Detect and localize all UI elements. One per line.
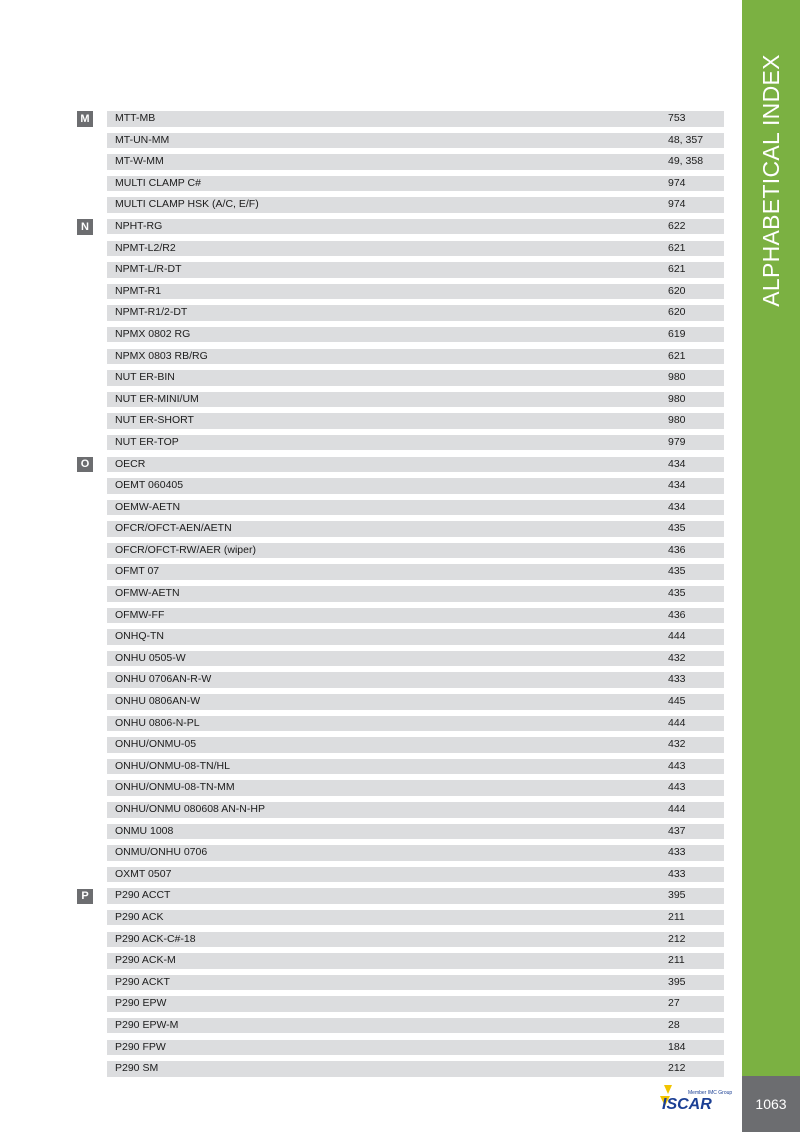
index-row <box>107 629 724 645</box>
page-number: 1063 <box>742 1076 800 1132</box>
index-row <box>107 694 724 710</box>
index-row <box>107 759 724 775</box>
index-row <box>107 370 724 386</box>
entry-page: 444 <box>668 630 686 643</box>
index-row <box>107 241 724 257</box>
entry-name: NUT ER-SHORT <box>115 414 194 427</box>
index-row <box>107 262 724 278</box>
index-row <box>107 867 724 883</box>
entry-name: NUT ER-BIN <box>115 371 175 384</box>
index-row <box>107 543 724 559</box>
index-row <box>107 651 724 667</box>
index-row <box>107 349 724 365</box>
entry-page: 619 <box>668 327 686 340</box>
index-row <box>107 996 724 1012</box>
entry-page: 435 <box>668 522 686 535</box>
index-row <box>107 802 724 818</box>
entry-name: P290 ACK <box>115 910 164 923</box>
entry-name: ONHU/ONMU-08-TN/HL <box>115 759 230 772</box>
entry-page: 622 <box>668 219 686 232</box>
entry-name: OECR <box>115 457 146 470</box>
sidebar-title <box>742 40 800 320</box>
entry-name: P290 ACK-C#-18 <box>115 932 196 945</box>
index-row <box>107 953 724 969</box>
entry-name: MT-UN-MM <box>115 133 170 146</box>
entry-name: OEMT 060405 <box>115 479 184 492</box>
sidebar-title-text: ALPHABETICAL INDEX <box>757 53 784 307</box>
entry-page: 211 <box>668 910 685 923</box>
iscar-logo <box>658 1082 733 1112</box>
entry-name: P290 EPW-M <box>115 1018 179 1031</box>
entry-page: 48, 357 <box>668 133 704 146</box>
entry-page: 432 <box>668 651 686 664</box>
letter-marker-m: M <box>77 111 93 127</box>
entry-name: ONHU 0806-N-PL <box>115 716 200 729</box>
index-row <box>107 672 724 688</box>
logo-wordmark: ISCAR <box>662 1096 712 1112</box>
index-row <box>107 219 724 235</box>
index-row <box>107 197 724 213</box>
entry-name: NPMX 0802 RG <box>115 327 191 340</box>
index-row <box>107 564 724 580</box>
index-row <box>107 824 724 840</box>
entry-page: 979 <box>668 435 686 448</box>
index-row <box>107 608 724 624</box>
entry-name: NPMX 0803 RB/RG <box>115 349 208 362</box>
entry-name: ONMU/ONHU 0706 <box>115 846 208 859</box>
entry-page: 444 <box>668 716 686 729</box>
entry-page: 434 <box>668 479 686 492</box>
entry-name: P290 FPW <box>115 1040 166 1053</box>
index-row <box>107 1018 724 1034</box>
entry-page: 434 <box>668 500 686 513</box>
entry-page: 974 <box>668 198 686 211</box>
entry-name: ONHU/ONMU-08-TN-MM <box>115 781 235 794</box>
entry-name: OFMT 07 <box>115 565 160 578</box>
index-row <box>107 975 724 991</box>
entry-name: P290 EPW <box>115 997 167 1010</box>
entry-name: P290 SM <box>115 1062 159 1075</box>
index-row <box>107 1040 724 1056</box>
entry-name: ONHU/ONMU-05 <box>115 738 197 751</box>
index-row <box>107 392 724 408</box>
entry-name: P290 ACCT <box>115 889 171 902</box>
index-row <box>107 737 724 753</box>
entry-page: 443 <box>668 781 686 794</box>
entry-page: 211 <box>668 954 685 967</box>
index-row <box>107 457 724 473</box>
entry-name: OFCR/OFCT-RW/AER (wiper) <box>115 543 256 556</box>
entry-page: 980 <box>668 392 686 405</box>
entry-page: 184 <box>668 1040 686 1053</box>
entry-name: P290 ACK-M <box>115 954 176 967</box>
index-row <box>107 133 724 149</box>
index-list <box>107 111 724 1083</box>
entry-page: 49, 358 <box>668 155 704 168</box>
letter-marker-o: O <box>77 457 93 473</box>
index-row <box>107 413 724 429</box>
index-row <box>107 888 724 904</box>
index-row <box>107 910 724 926</box>
index-row <box>107 327 724 343</box>
entry-name: MT-W-MM <box>115 155 164 168</box>
entry-page: 621 <box>668 241 686 254</box>
entry-name: ONHQ-TN <box>115 630 164 643</box>
entry-name: OEMW-AETN <box>115 500 181 513</box>
entry-page: 436 <box>668 543 686 556</box>
index-row <box>107 478 724 494</box>
entry-page: 445 <box>668 695 686 708</box>
index-row <box>107 176 724 192</box>
index-row <box>107 435 724 451</box>
entry-name: NPMT-L2/R2 <box>115 241 176 254</box>
entry-page: 974 <box>668 176 686 189</box>
index-row <box>107 111 724 127</box>
entry-page: 395 <box>668 889 686 902</box>
index-row <box>107 780 724 796</box>
entry-name: NUT ER-MINI/UM <box>115 392 199 405</box>
entry-page: 621 <box>668 263 686 276</box>
entry-name: NPMT-R1/2-DT <box>115 306 188 319</box>
entry-page: 395 <box>668 975 686 988</box>
index-row <box>107 500 724 516</box>
entry-page: 435 <box>668 587 686 600</box>
index-row <box>107 154 724 170</box>
entry-name: MULTI CLAMP HSK (A/C, E/F) <box>115 198 259 211</box>
entry-page: 28 <box>668 1018 680 1031</box>
entry-page: 433 <box>668 867 686 880</box>
index-row <box>107 845 724 861</box>
index-row <box>107 284 724 300</box>
entry-name: OFCR/OFCT-AEN/AETN <box>115 522 232 535</box>
entry-page: 434 <box>668 457 686 470</box>
entry-page: 621 <box>668 349 686 362</box>
entry-page: 433 <box>668 673 686 686</box>
entry-name: MULTI CLAMP C# <box>115 176 201 189</box>
letter-marker-p: P <box>77 889 93 905</box>
entry-name: NUT ER-TOP <box>115 435 179 448</box>
entry-name: OFMW-FF <box>115 608 165 621</box>
entry-name: ONMU 1008 <box>115 824 174 837</box>
index-row <box>107 521 724 537</box>
entry-name: P290 ACKT <box>115 975 170 988</box>
entry-page: 433 <box>668 846 686 859</box>
entry-name: OFMW-AETN <box>115 587 180 600</box>
entry-name: ONHU 0505-W <box>115 651 186 664</box>
entry-page: 437 <box>668 824 686 837</box>
index-row <box>107 932 724 948</box>
logo-member-text: Member IMC Group <box>688 1090 733 1096</box>
entry-page: 212 <box>668 932 686 945</box>
entry-page: 980 <box>668 371 686 384</box>
entry-name: OXMT 0507 <box>115 867 172 880</box>
entry-page: 444 <box>668 803 686 815</box>
entry-name: NPMT-L/R-DT <box>115 263 182 276</box>
entry-page: 27 <box>668 997 680 1010</box>
entry-name: MTT-MB <box>115 112 156 124</box>
index-row <box>107 305 724 321</box>
entry-page: 980 <box>668 414 686 427</box>
entry-name: ONHU 0706AN-R-W <box>115 673 212 686</box>
entry-page: 432 <box>668 738 686 751</box>
entry-name: ONHU/ONMU 080608 AN-N-HP <box>115 803 265 815</box>
entry-name: NPMT-R1 <box>115 284 162 297</box>
entry-page: 443 <box>668 759 686 772</box>
index-row <box>107 716 724 732</box>
entry-name: ONHU 0806AN-W <box>115 695 201 708</box>
entry-page: 212 <box>668 1062 686 1075</box>
letter-marker-n: N <box>77 219 93 235</box>
entry-name: NPHT-RG <box>115 219 163 232</box>
entry-page: 620 <box>668 306 686 319</box>
entry-page: 753 <box>668 112 686 124</box>
index-row <box>107 1061 724 1077</box>
entry-page: 620 <box>668 284 686 297</box>
index-row <box>107 586 724 602</box>
entry-page: 435 <box>668 565 686 578</box>
entry-page: 436 <box>668 608 686 621</box>
